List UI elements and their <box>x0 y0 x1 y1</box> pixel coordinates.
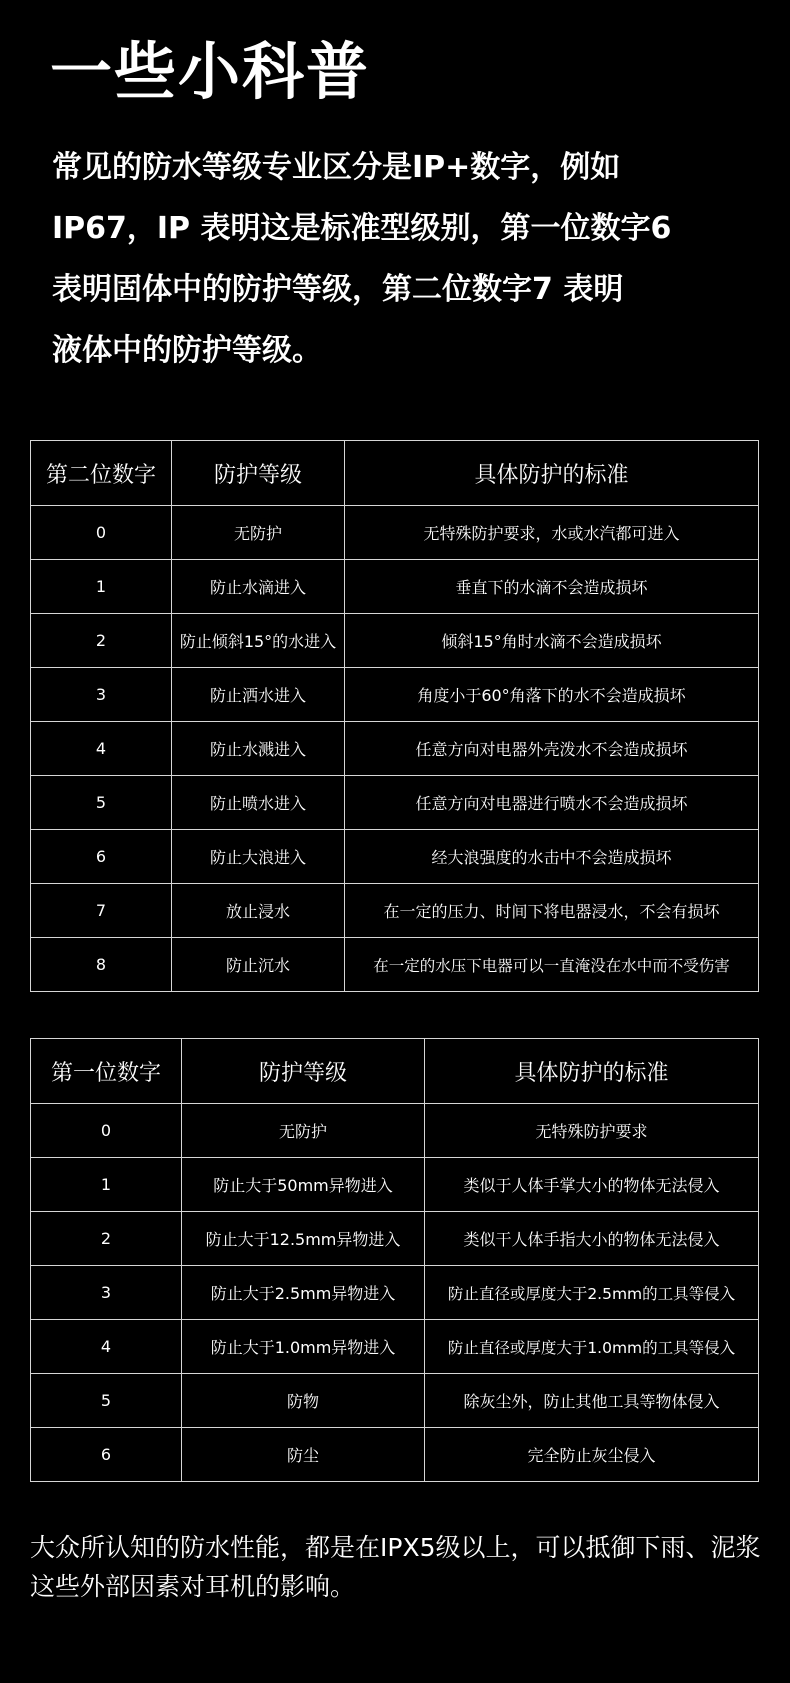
intro-line: IP67，IP 表明这是标准型级别，第一位数字6 <box>52 211 672 246</box>
digit-cell: 5 <box>31 1374 182 1428</box>
column-header-digit: 第二位数字 <box>31 441 172 506</box>
standard-cell: 在一定的压力、时间下将电器浸水，不会有损坏 <box>345 884 759 938</box>
digit-cell: 5 <box>31 776 172 830</box>
table-row <box>31 938 759 992</box>
digit-cell: 4 <box>31 722 172 776</box>
intro-paragraph <box>52 137 752 381</box>
table-row <box>31 1266 759 1320</box>
table-header-row <box>31 441 759 506</box>
level-cell: 无防护 <box>172 506 345 560</box>
standard-cell: 任意方向对电器进行喷水不会造成损坏 <box>345 776 759 830</box>
intro-line: 表明固体中的防护等级，第二位数字7 表明 <box>52 272 624 307</box>
digit-cell: 2 <box>31 614 172 668</box>
table-row <box>31 884 759 938</box>
standard-cell: 角度小于60°角落下的水不会造成损坏 <box>345 668 759 722</box>
standard-cell: 防止直径或厚度大于2.5mm的工具等侵入 <box>425 1266 759 1320</box>
level-cell: 防止大于2.5mm异物进入 <box>182 1266 425 1320</box>
table-row <box>31 776 759 830</box>
level-cell: 防止沉水 <box>172 938 345 992</box>
digit-cell: 0 <box>31 506 172 560</box>
intro-line: 液体中的防护等级。 <box>52 333 322 368</box>
standard-cell: 防止直径或厚度大于1.0mm的工具等侵入 <box>425 1320 759 1374</box>
table-row <box>31 1158 759 1212</box>
page-title: 一些小科普 <box>50 35 371 108</box>
column-header-level: 防护等级 <box>182 1039 425 1104</box>
digit-cell: 1 <box>31 560 172 614</box>
table-row <box>31 560 759 614</box>
digit-cell: 6 <box>31 830 172 884</box>
column-header-digit: 第一位数字 <box>31 1039 182 1104</box>
summary-paragraph <box>30 1528 770 1606</box>
table-row <box>31 722 759 776</box>
digit-cell: 0 <box>31 1104 182 1158</box>
level-cell: 防止倾斜15°的水进入 <box>172 614 345 668</box>
column-header-standard: 具体防护的标准 <box>425 1039 759 1104</box>
digit-cell: 3 <box>31 668 172 722</box>
standard-cell: 完全防止灰尘侵入 <box>425 1428 759 1482</box>
table-row <box>31 1374 759 1428</box>
level-cell: 防止大浪进入 <box>172 830 345 884</box>
level-cell: 防止洒水进入 <box>172 668 345 722</box>
level-cell: 防止喷水进入 <box>172 776 345 830</box>
digit-cell: 7 <box>31 884 172 938</box>
level-cell: 防止大于1.0mm异物进入 <box>182 1320 425 1374</box>
standard-cell: 任意方向对电器外壳泼水不会造成损坏 <box>345 722 759 776</box>
standard-cell: 倾斜15°角时水滴不会造成损坏 <box>345 614 759 668</box>
digit-cell: 3 <box>31 1266 182 1320</box>
table-header-row <box>31 1039 759 1104</box>
level-cell: 防止大于50mm异物进入 <box>182 1158 425 1212</box>
table-row <box>31 1104 759 1158</box>
table-row <box>31 1212 759 1266</box>
table-row <box>31 668 759 722</box>
digit-cell: 4 <box>31 1320 182 1374</box>
digit-cell: 1 <box>31 1158 182 1212</box>
level-cell: 防止大于12.5mm异物进入 <box>182 1212 425 1266</box>
standard-cell: 经大浪强度的水击中不会造成损坏 <box>345 830 759 884</box>
second-digit-table <box>30 440 759 992</box>
level-cell: 防止水溅进入 <box>172 722 345 776</box>
table-row <box>31 1320 759 1374</box>
level-cell: 放止浸水 <box>172 884 345 938</box>
first-digit-table <box>30 1038 759 1482</box>
digit-cell: 2 <box>31 1212 182 1266</box>
column-header-level: 防护等级 <box>172 441 345 506</box>
standard-cell: 无特殊防护要求 <box>425 1104 759 1158</box>
standard-cell: 垂直下的水滴不会造成损坏 <box>345 560 759 614</box>
digit-cell: 6 <box>31 1428 182 1482</box>
table-row <box>31 830 759 884</box>
standard-cell: 在一定的水压下电器可以一直淹没在水中而不受伤害 <box>345 938 759 992</box>
table-row <box>31 506 759 560</box>
level-cell: 防止水滴进入 <box>172 560 345 614</box>
intro-line: 常见的防水等级专业区分是IP+数字，例如 <box>52 150 621 185</box>
level-cell: 无防护 <box>182 1104 425 1158</box>
summary-line: 大众所认知的防水性能，都是在IPX5级以上，可以抵御下雨、泥浆 <box>30 1533 761 1562</box>
table-row <box>31 1428 759 1482</box>
level-cell: 防物 <box>182 1374 425 1428</box>
level-cell: 防尘 <box>182 1428 425 1482</box>
standard-cell: 类似于人体手掌大小的物体无法侵入 <box>425 1158 759 1212</box>
summary-line: 这些外部因素对耳机的影响。 <box>30 1572 356 1601</box>
standard-cell: 无特殊防护要求，水或水汽都可进入 <box>345 506 759 560</box>
standard-cell: 类似干人体手指大小的物体无法侵入 <box>425 1212 759 1266</box>
digit-cell: 8 <box>31 938 172 992</box>
standard-cell: 除灰尘外，防止其他工具等物体侵入 <box>425 1374 759 1428</box>
table-row <box>31 614 759 668</box>
column-header-standard: 具体防护的标准 <box>345 441 759 506</box>
